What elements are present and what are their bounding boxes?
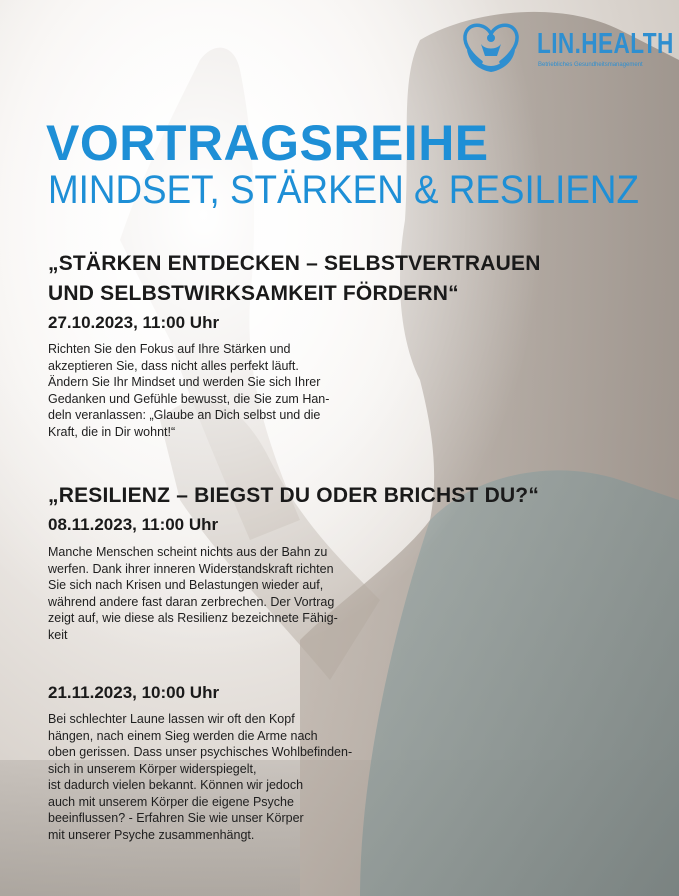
talk-2-description [48,544,338,643]
talk-2-description-line: während andere fast daran zerbrechen. Der Vortrag [48,594,335,609]
page-title: VORTRAGSREIHE [46,115,489,171]
talk-3-description-line: auch mit unserem Körper die eigene Psyche [48,794,294,809]
heart-hands-icon [459,16,523,76]
talk-2-description-line: Sie sich nach Krisen und Belastungen wieder auf, [48,578,324,592]
talk-1-description-line: Kraft, die in Dir wohnt!“ [48,424,176,439]
talk-1-description [48,341,329,440]
talk-3-description-line: hängen, nach einem Sieg werden die Arme nach [48,728,318,743]
talk-1-title [48,249,541,309]
talk-1-description-line: akzeptieren Sie, dass nicht alles perfekt läuft. [48,358,299,373]
talk-3-description-line: oben gerissen. Dass unser psychisches Wohlbefinden- [48,745,353,759]
talk-3-description-line: mit unserer Psyche zusammenhängt. [48,827,255,842]
talk-2-description-line: zeigt auf, wie diese als Resilienz bezeichnete Fähig- [48,611,338,625]
talk-3-description-line: Bei schlechter Laune lassen wir oft den Kopf [48,712,295,726]
talk-2-title-line: „RESILIENZ – BIEGST DU ODER BRICHST DU?“ [48,484,540,507]
talk-2-date: 08.11.2023, 11:00 Uhr [48,515,219,534]
brand-logo [459,16,674,76]
brand-name: LIN.HEALTH [537,28,674,60]
talk-1-description-line: Gedanken und Gefühle bewusst, die Sie zum Han- [48,391,330,406]
talk-2-description-line: werfen. Dank ihrer inneren Widerstandskraft richten [48,561,334,576]
talk-3-description [48,711,352,843]
brand-tagline: Betriebliches Gesundheitsmanagement [538,62,643,68]
talk-1-date: 27.10.2023, 11:00 Uhr [48,313,220,332]
talk-3-date: 21.11.2023, 10:00 Uhr [48,683,220,702]
talk-1-title-line: UND SELBSTWIRKSAMKEIT FÖRDERN“ [48,282,459,305]
talk-3-description-line: ist dadurch vielen bekannt. Können wir jedoch [48,778,304,792]
talk-1-description-line: Ändern Sie Ihr Mindset und werden Sie sich Ihrer [48,375,321,389]
talk-2-title [48,481,539,511]
page-subtitle: MINDSET, STÄRKEN & RESILIENZ [48,168,639,212]
talk-2-description-line: Manche Menschen scheint nichts aus der Bahn zu [48,545,328,559]
talk-1-title-line: „STÄRKEN ENTDECKEN – SELBSTVERTRAUEN [48,252,541,275]
talk-1-description-line: deln veranlassen: „Glaube an Dich selbst und die [48,408,321,422]
talk-2-description-line: keit [48,627,68,642]
talk-3-description-line: beeinflussen? - Erfahren Sie wie unser Körper [48,811,304,825]
talk-3-description-line: sich in unserem Körper widerspiegelt, [48,761,257,776]
talk-1-description-line: Richten Sie den Fokus auf Ihre Stärken und [48,342,291,356]
